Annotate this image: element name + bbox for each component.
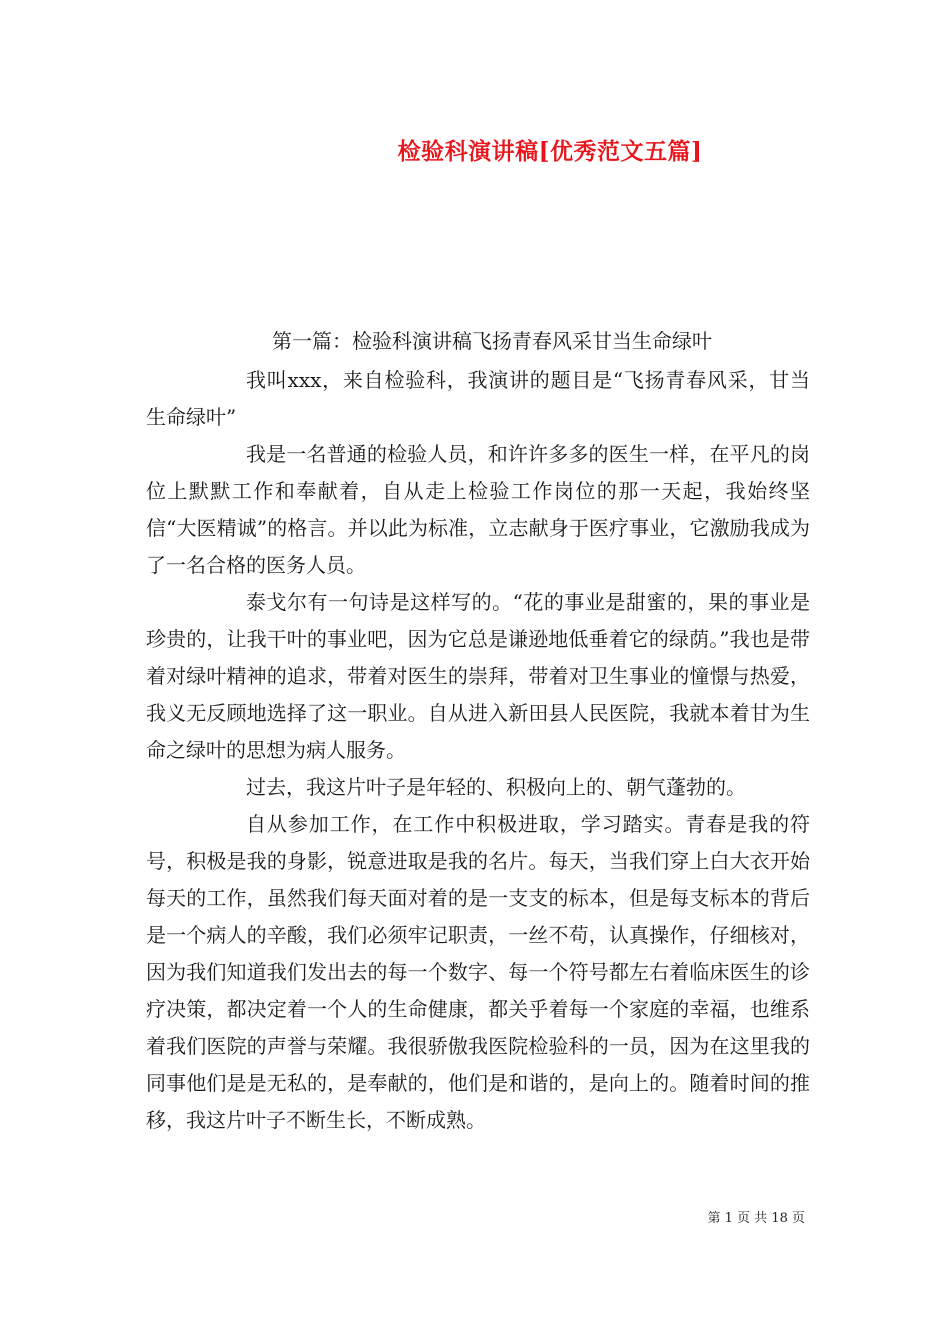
- paragraph: 我叫xxx，来自检验科，我演讲的题目是“飞扬青春风采，甘当生命绿叶”: [146, 368, 810, 429]
- paragraph: 过去，我这片叶子是年轻的、积极向上的、朝气蓬勃的。: [246, 775, 746, 799]
- page-number-footer: 第 1 页 共 18 页: [707, 1211, 805, 1226]
- paragraph: 泰戈尔有一句诗是这样写的。“花的事业是甜蜜的，果的事业是珍贵的，让我干叶的事业吧，因为它总是谦逊地低垂着它的绿荫。”我也是带着对绿叶精神的追求，带着对医生的崇拜，带着对卫生事业的憧憬与热爱，我义无反顾地选择了这一职业。自从进入新田县人民医院，我就本着甘为生命之绿叶的思想为病人服务。: [146, 590, 810, 762]
- paragraph: 我是一名普通的检验人员，和许许多多的医生一样，在平凡的岗位上默默工作和奉献着，自从走上检验工作岗位的那一天起，我始终坚信“大医精诚”的格言。并以此为标准，立志献身于医疗事业，它激励我成为了一名合格的医务人员。: [146, 442, 810, 577]
- document-body: [146, 362, 810, 1139]
- document-title: 检验科演讲稿[优秀范文五篇]: [397, 138, 703, 165]
- section-heading: 第一篇：检验科演讲稿飞扬青春风采甘当生命绿叶: [272, 329, 712, 353]
- paragraph: 自从参加工作，在工作中积极进取，学习踏实。青春是我的符号，积极是我的身影，锐意进取是我的名片。每天，当我们穿上白大衣开始每天的工作，虽然我们每天面对着的是一支支的标本，但是每支标本的背后是一个病人的辛酸，我们必须牢记职责，一丝不苟，认真操作，仔细核对，因为我们知道我们发出去的每一个数字、每一个符号都左右着临床医生的诊疗决策，都决定着一个人的生命健康，都关乎着每一个家庭的幸福，也维系着我们医院的声誉与荣耀。我很骄傲我医院检验科的一员，因为在这里我的同事他们是是无私的，是奉献的，他们是和谐的，是向上的。随着时间的推移，我这片叶子不断生长，不断成熟。: [146, 812, 810, 1132]
